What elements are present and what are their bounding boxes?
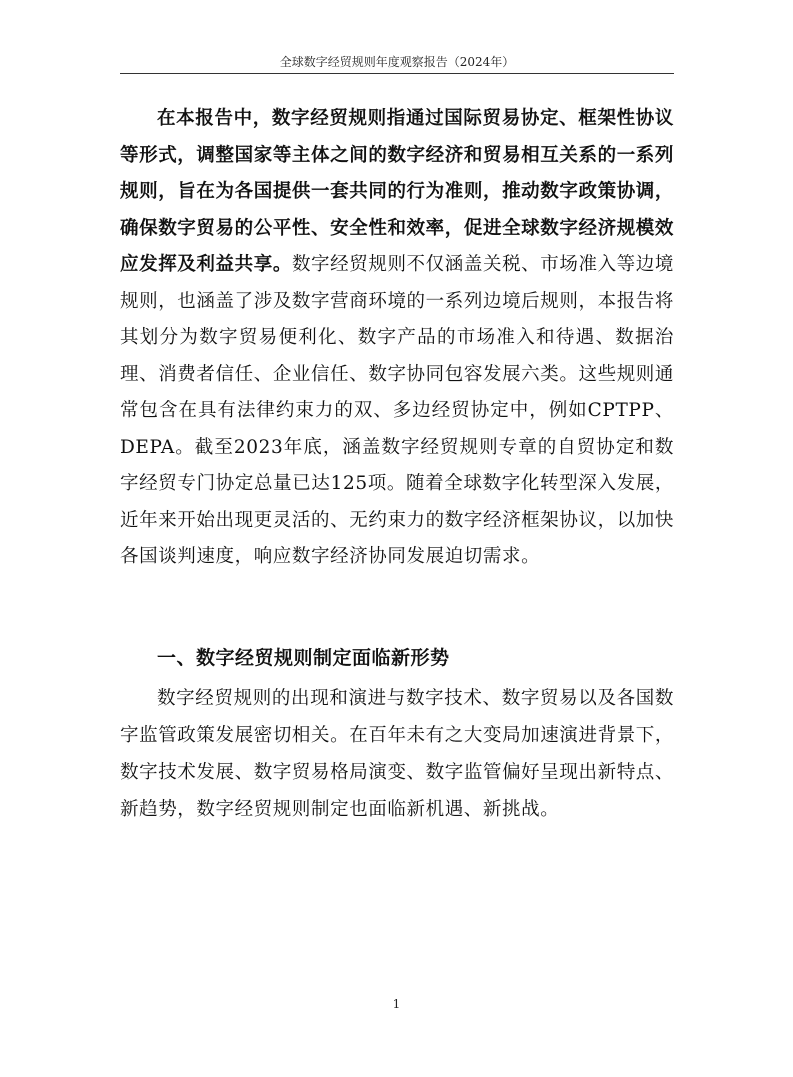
running-header: 全球数字经贸规则年度观察报告（2024年） [279, 55, 515, 69]
definition-bold-text: 在本报告中，数字经贸规则指通过国际贸易协定、框架性协议等形式，调整国家等主体之间的数字经济和贸易相互关系的一系列规则，旨在为各国提供一套共同的行为准则，推动数字政策协调，确保数字贸易的公平性、安全性和效率，促进全球数字经济规模效应发挥及利益共享。 [120, 108, 674, 275]
section-heading: 一、数字经贸规则制定面临新形势 [157, 647, 450, 669]
header-divider [120, 73, 674, 74]
intro-paragraph [120, 101, 674, 576]
scope-text: 数字经贸规则不仅涵盖关税、市场准入等边境规则，也涵盖了涉及数字营商环境的一系列边境后规则，本报告将其划分为数字贸易便利化、数字产品的市场准入和待遇、数据治理、消费者信任、企业信任、数字协同包容发展六类。这些规则通常包含在具有法律约束力的双、多边经贸协定中，例如CPTPP、DEPA。截至2023年底，涵盖数字经贸规则专章的自贸协定和数字经贸专门协定总量已达125项。随着全球数字化转型深入发展，近年来开始出现更灵活的、无约束力的数字经济框架协议，以加快各国谈判速度，响应数字经济协同发展迫切需求。 [120, 254, 674, 567]
section-paragraph: 数字经贸规则的出现和演进与数字技术、数字贸易以及各国数字监管政策发展密切相关。在百年未有之大变局加速演进背景下，数字技术发展、数字贸易格局演变、数字监管偏好呈现出新特点、新趋势，数字经贸规则制定也面临新机遇、新挑战。 [120, 688, 674, 820]
page-number: 1 [392, 997, 401, 1011]
